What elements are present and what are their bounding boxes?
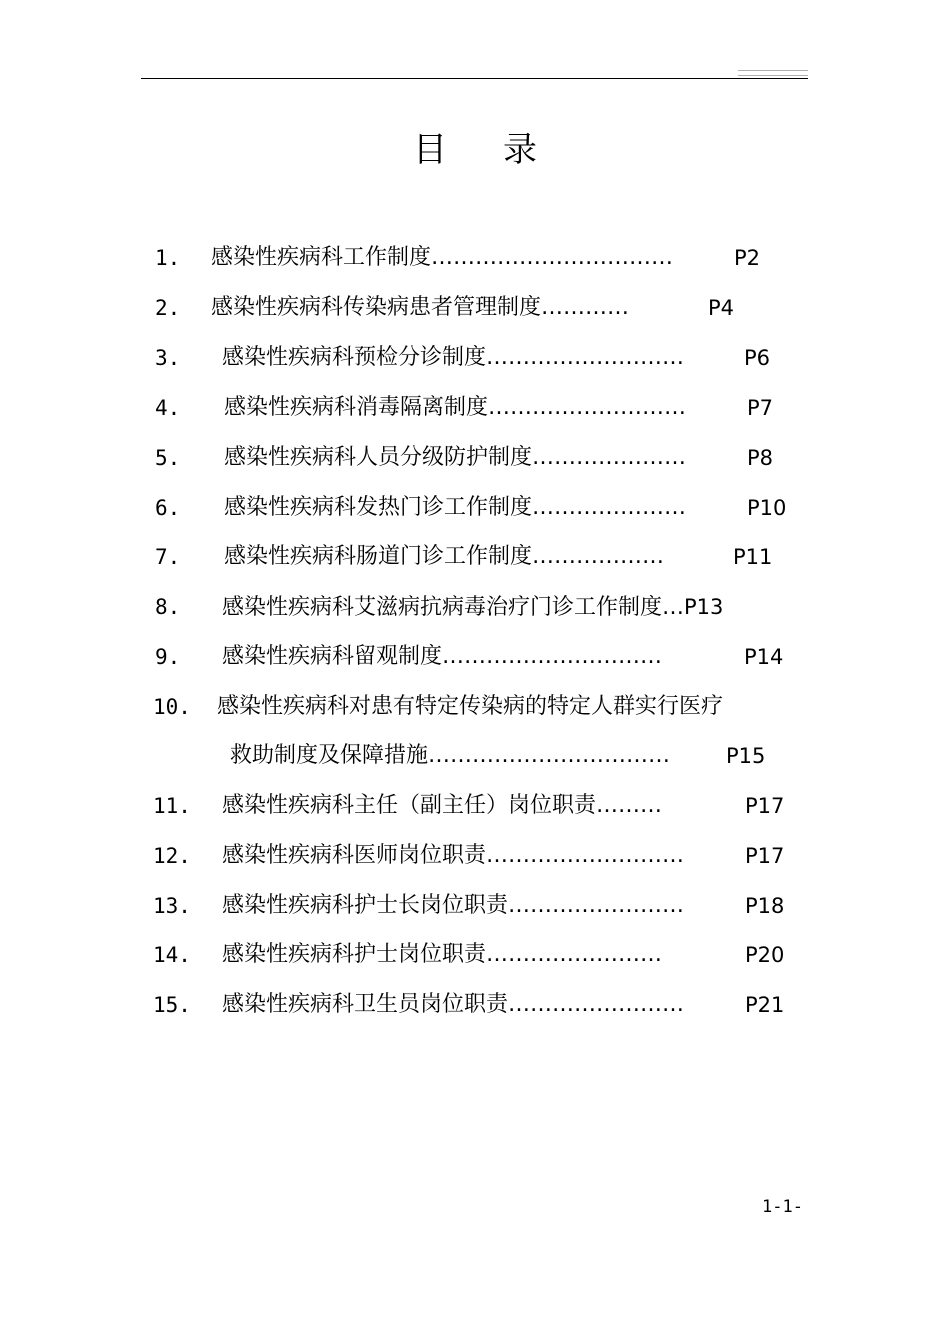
toc-item-number: 7. — [155, 545, 181, 569]
toc-item — [0, 393, 950, 423]
toc-item-number: 13. — [153, 894, 191, 918]
toc-item-page: P8 — [747, 446, 774, 470]
toc-item-page: P20 — [745, 943, 785, 967]
toc-item-page: P18 — [745, 894, 785, 918]
toc-leader-dots: …………………… — [508, 992, 685, 1017]
toc-item — [0, 343, 950, 373]
toc-item-number: 14. — [153, 943, 191, 967]
toc-leader-dots: ………… — [541, 295, 630, 320]
toc-item-page: P17 — [745, 844, 785, 868]
toc-item-number: 8. — [155, 595, 181, 619]
toc-item-continuation — [0, 741, 950, 771]
toc-item-text: 感染性疾病科传染病患者管理制度………… — [211, 295, 630, 320]
toc-item-page: P17 — [745, 794, 785, 818]
toc-item-page: P2 — [734, 246, 761, 270]
toc-item — [0, 940, 950, 970]
toc-item-number: 9. — [155, 645, 181, 669]
toc-item — [0, 692, 950, 722]
toc-item — [0, 592, 950, 622]
toc-item-text: 感染性疾病科艾滋病抗病毒治疗门诊工作制度…P13 — [222, 595, 724, 620]
toc-leader-dots: ……………… — [532, 544, 665, 569]
toc-item-number: 10. — [153, 695, 191, 719]
toc-item-text: 感染性疾病科对患有特定传染病的特定人群实行医疗 — [217, 694, 724, 719]
header-rule — [141, 78, 808, 79]
toc-item — [0, 791, 950, 821]
toc-item-page: P13 — [684, 595, 724, 619]
toc-item-number: 4. — [155, 396, 181, 420]
toc-leader-dots: ……………………… — [486, 843, 685, 868]
toc-item-text: 感染性疾病科医师岗位职责……………………… — [222, 843, 685, 868]
toc-item — [0, 243, 950, 273]
toc-item-text: 感染性疾病科人员分级防护制度………………… — [224, 445, 687, 470]
page-number: 1-1- — [762, 1197, 803, 1217]
toc-item — [0, 642, 950, 672]
toc-item — [0, 990, 950, 1020]
toc-leader-dots: ………………………… — [442, 644, 663, 669]
toc-item-page: P4 — [708, 296, 735, 320]
toc-item-text: 感染性疾病科工作制度…………………………… — [211, 245, 674, 270]
header-mark — [738, 70, 808, 76]
toc-leader-dots: ………………… — [532, 445, 687, 470]
toc-item-text: 感染性疾病科主任（副主任）岗位职责……… — [222, 793, 663, 818]
title-char: 目 — [413, 130, 447, 170]
toc-item-page: P11 — [733, 545, 773, 569]
toc-item — [0, 293, 950, 323]
toc-item-number: 3. — [155, 346, 181, 370]
toc-item-text: 感染性疾病科肠道门诊工作制度……………… — [224, 544, 665, 569]
toc-item-number: 1. — [155, 246, 181, 270]
toc-item-page: P6 — [744, 346, 771, 370]
toc-item-number: 2. — [155, 296, 181, 320]
toc-leader-dots: ……………………… — [488, 395, 687, 420]
toc-item-number: 11. — [153, 794, 191, 818]
toc-leader-dots: …………………… — [508, 893, 685, 918]
toc-leader-dots: …………………………… — [428, 743, 671, 768]
toc-item — [0, 891, 950, 921]
toc-leader-dots: ……………………… — [486, 345, 685, 370]
toc-leader-dots: …………………………… — [431, 245, 674, 270]
toc-leader-dots: …………………… — [486, 942, 663, 967]
toc-item-text: 感染性疾病科护士长岗位职责…………………… — [222, 893, 685, 918]
toc-item-number: 6. — [155, 496, 181, 520]
toc-leader-dots: … — [662, 595, 685, 620]
toc-leader-dots: ……… — [596, 793, 663, 818]
toc-item-page: P14 — [744, 645, 784, 669]
toc-item-number: 15. — [153, 993, 191, 1017]
toc-item-number: 5. — [155, 446, 181, 470]
page-title — [0, 128, 950, 172]
toc-item-page: P7 — [747, 396, 774, 420]
toc-item-text: 感染性疾病科卫生员岗位职责…………………… — [222, 992, 685, 1017]
toc-leader-dots: ………………… — [532, 495, 687, 520]
toc-item-text: 感染性疾病科预检分诊制度……………………… — [222, 345, 685, 370]
toc-item — [0, 493, 950, 523]
toc-item-page: P21 — [745, 993, 785, 1017]
toc-item-number: 12. — [153, 844, 191, 868]
toc-item-page: P10 — [747, 496, 787, 520]
toc-item-text: 感染性疾病科护士岗位职责…………………… — [222, 942, 663, 967]
toc-item-text: 感染性疾病科发热门诊工作制度………………… — [224, 495, 687, 520]
title-char: 录 — [503, 130, 537, 170]
toc-item — [0, 542, 950, 572]
toc-item — [0, 443, 950, 473]
toc-item-text: 救助制度及保障措施…………………………… — [230, 743, 671, 768]
toc-item-page: P15 — [726, 744, 766, 768]
toc-item — [0, 841, 950, 871]
toc-item-text: 感染性疾病科消毒隔离制度……………………… — [224, 395, 687, 420]
toc-item-text: 感染性疾病科留观制度………………………… — [222, 644, 663, 669]
